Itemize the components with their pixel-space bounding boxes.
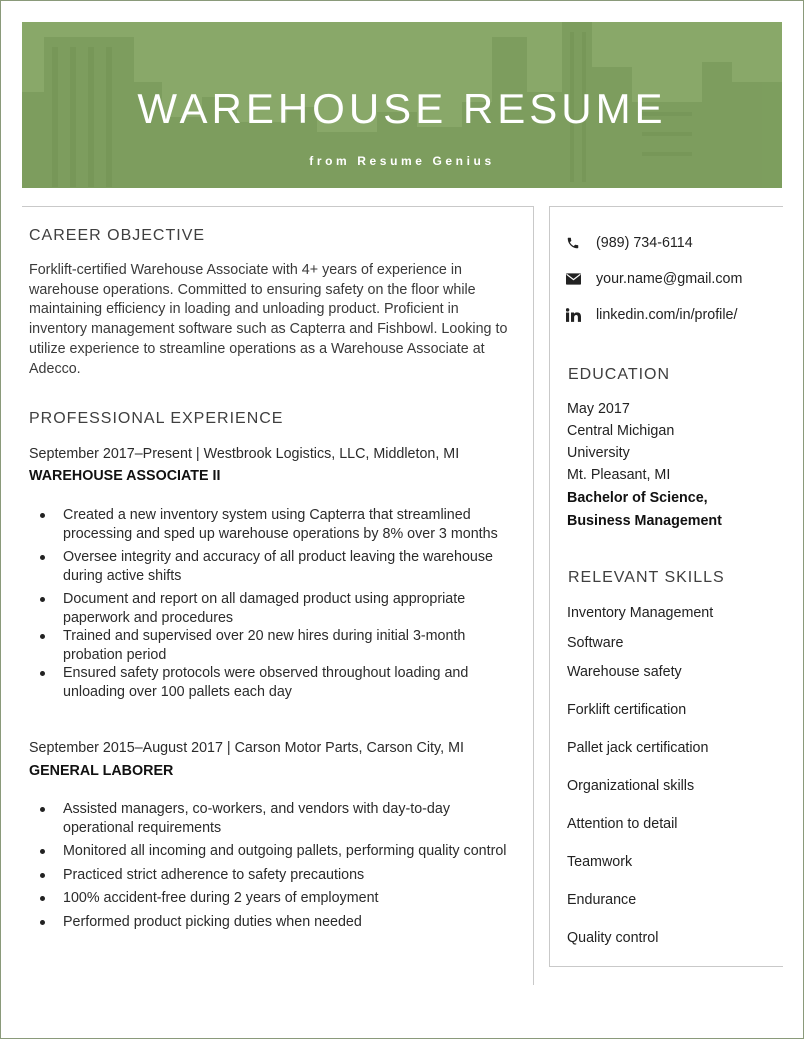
contact-phone bbox=[566, 233, 693, 253]
list-item: Ensured safety protocols were observed throughout loading and unloading over 100 pallets each day bbox=[29, 664, 509, 701]
skill-item: Teamwork bbox=[567, 854, 633, 870]
skill-item: Quality control bbox=[567, 930, 659, 946]
list-item: Trained and supervised over 20 new hires during initial 3-month probation period bbox=[29, 627, 509, 664]
job-2-title: GENERAL LABORER bbox=[29, 763, 174, 779]
contact-email bbox=[566, 269, 742, 289]
list-item: Created a new inventory system using Capterra that streamlined processing and sped up warehouse operations by 8% over 3 months bbox=[29, 506, 509, 543]
list-item: Practiced strict adherence to safety precautions bbox=[29, 866, 509, 885]
phone-icon bbox=[566, 235, 586, 251]
education-date: May 2017 bbox=[567, 401, 630, 417]
skill-item: Inventory Management bbox=[567, 605, 714, 621]
education-degree-line2: Business Management bbox=[567, 513, 722, 529]
skill-item: Organizational skills bbox=[567, 778, 695, 794]
job-2-bullets bbox=[29, 800, 509, 931]
skill-item: Pallet jack certification bbox=[567, 740, 709, 756]
resume-title: WAREHOUSE RESUME bbox=[137, 85, 667, 132]
email-text[interactable]: your.name@gmail.com bbox=[596, 271, 743, 287]
experience-heading: PROFESSIONAL EXPERIENCE bbox=[29, 410, 284, 427]
linkedin-text[interactable]: linkedin.com/in/profile/ bbox=[596, 307, 738, 323]
job-1-bullets bbox=[29, 506, 509, 701]
education-heading: EDUCATION bbox=[568, 366, 671, 383]
skill-item: Software bbox=[567, 635, 624, 651]
contact-linkedin bbox=[566, 305, 737, 325]
list-item: Document and report on all damaged product using appropriate paperwork and procedures bbox=[29, 590, 509, 627]
job-1-title: WAREHOUSE ASSOCIATE II bbox=[29, 468, 221, 484]
objective-heading: CAREER OBJECTIVE bbox=[29, 227, 206, 244]
list-item: Performed product picking duties when needed bbox=[29, 913, 509, 932]
phone-text[interactable]: (989) 734-6114 bbox=[596, 235, 693, 251]
email-icon bbox=[566, 271, 586, 287]
education-location: Mt. Pleasant, MI bbox=[567, 467, 671, 483]
job-2-dates-company: September 2015–August 2017 | Carson Motor Parts, Carson City, MI bbox=[29, 740, 464, 756]
list-item: Monitored all incoming and outgoing pallets, performing quality control bbox=[29, 842, 509, 861]
skill-item: Attention to detail bbox=[567, 816, 678, 832]
resume-subtitle: from Resume Genius bbox=[309, 154, 495, 168]
education-school-line1: Central Michigan bbox=[567, 423, 675, 439]
list-item: Assisted managers, co-workers, and vendors with day-to-day operational requirements bbox=[29, 800, 509, 837]
linkedin-icon bbox=[566, 307, 586, 323]
job-1-dates-company: September 2017–Present | Westbrook Logistics, LLC, Middleton, MI bbox=[29, 446, 460, 462]
header-banner bbox=[22, 22, 782, 188]
list-item: Oversee integrity and accuracy of all product leaving the warehouse during active shifts bbox=[29, 548, 509, 585]
skill-item: Forklift certification bbox=[567, 702, 687, 718]
skills-heading: RELEVANT SKILLS bbox=[568, 569, 725, 586]
skill-item: Warehouse safety bbox=[567, 664, 682, 680]
skill-item: Endurance bbox=[567, 892, 637, 908]
education-school-line2: University bbox=[567, 445, 630, 461]
list-item: 100% accident-free during 2 years of employment bbox=[29, 889, 509, 908]
objective-text: Forklift-certified Warehouse Associate with 4+ years of experience in warehouse operations. Committed to ensuring safety on the floor while maintaining efficiency in loading and unloading product. Proficient in inventory management software such as Capterra and Fishbowl. Looking to utilize experience to streamline operations as a Warehouse Associate at Adecco. bbox=[29, 262, 508, 377]
education-degree-line1: Bachelor of Science, bbox=[567, 490, 708, 506]
